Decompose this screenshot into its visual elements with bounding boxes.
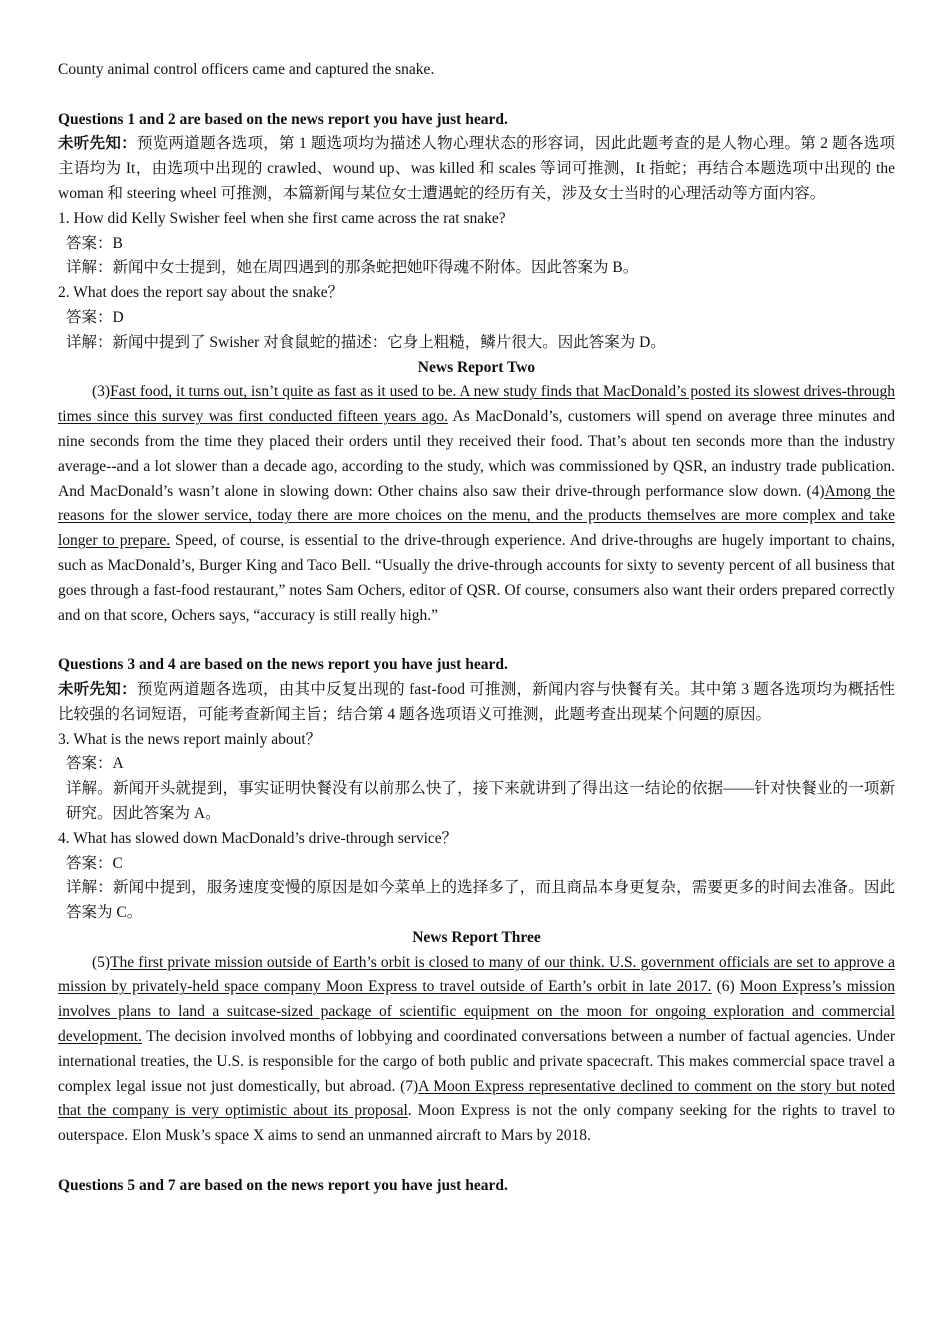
explanation-3: 详解。新闻开头就提到，事实证明快餐没有以前那么快了，接下来就讲到了得出这一结论的依据——针对快餐业的一项新研究。因此答案为 A。	[66, 780, 895, 822]
marker-3: (3)	[92, 383, 111, 401]
preview-text: 预览两道题各选项，由其中反复出现的 fast-food 可推测，新闻内容与快餐有关。其中第 3 题各选项均为概括性比较强的名词短语，可能考查新闻主旨；结合第 4 题各选项语义可推测，此题考查出现某个问题的原因。	[58, 680, 895, 723]
report1-ending: County animal control officers came and captured the snake.	[58, 61, 435, 78]
spacer	[58, 1149, 895, 1174]
report2-text-2: Speed, of course, is essential to the drive-through experience. And drive-throughs are hugely important to chains, such as MacDonald’s, Burger King and Taco Bell. “Usually the drive-through accounts for sixty to seventy percent of all business that goes through a fast-food restaurant,” notes Sam Ochers, editor of QSR. Of course, consumers also want their orders prepared correctly and on that score, Ochers says, “accuracy is still really high.”	[58, 532, 895, 624]
underlined-sentence-6: Moon Express’s mission involves plans to land a suitcase-sized package of scientific equipment on the moon for ongoing exploration and commercial development.	[58, 978, 895, 1046]
report2-text-1: As MacDonald’s, customers will spend on average three minutes and nine seconds from the time they placed their orders until they received their food. That’s about ten seconds more than the industry average--and a lot slower than a decade ago, according to the study, which was commissioned by QSR, an industry trade publication. And MacDonald’s wasn’t alone in slowing down: Other chains also saw their drive-through performance slow down.	[58, 408, 895, 500]
preview-label: 未听先知：	[58, 680, 137, 698]
marker-6: (6)	[711, 978, 740, 996]
report3-body	[58, 951, 895, 1149]
marker-7: (7)	[400, 1077, 419, 1095]
report2-title: News Report Two	[417, 358, 536, 376]
section1-preview	[58, 132, 895, 206]
report3-text-1: The decision involved months of lobbying and coordinated conversations between a number of factual agencies. Under international treaties, the U.S. is responsible for the cargo of both public and private spacecraft. This makes commercial space travel a complex legal issue not just domestically, but abroad.	[58, 1028, 895, 1095]
answer-4: 答案：C	[66, 854, 123, 872]
answer-1: 答案：B	[66, 234, 123, 252]
marker-4: (4)	[806, 482, 825, 500]
question-3: 3. What is the news report mainly about？	[58, 730, 322, 748]
section3-header: Questions 5 and 7 are based on the news report you have just heard.	[58, 1176, 508, 1194]
question-2: 2. What does the report say about the snake？	[58, 284, 344, 302]
section2-preview	[58, 678, 895, 728]
question-1: 1. How did Kelly Swisher feel when she first came across the rat snake?	[58, 209, 506, 227]
underlined-sentence-7: A Moon Express representative declined to comment on the story but noted that the company is very optimistic about its proposal	[58, 1077, 896, 1120]
underlined-sentence-5: The first private mission outside of Earth’s orbit is closed to many of our think. U.S. government officials are set to approve a mission by privately-held space company Moon Express to travel outside of Earth’s orbit in late 2017.	[58, 953, 895, 996]
explanation-4: 详解：新闻中提到，服务速度变慢的原因是如今菜单上的选择多了，而且商品本身更复杂，需要更多的时间去准备。因此答案为 C。	[66, 879, 895, 922]
section2-header: Questions 3 and 4 are based on the news report you have just heard.	[58, 656, 508, 674]
section1-header: Questions 1 and 2 are based on the news report you have just heard.	[58, 110, 508, 128]
answer-2: 答案：D	[66, 308, 124, 326]
report3-title: News Report Three	[412, 928, 541, 946]
preview-label: 未听先知：	[58, 135, 137, 153]
spacer	[58, 83, 895, 108]
explanation-1: 详解：新闻中女士提到，她在周四遇到的那条蛇把她吓得魂不附体。因此答案为 B。	[66, 259, 639, 277]
underlined-sentence-4: Among the reasons for the slower service, today there are more choices on the menu, and the products themselves are more complex and take longer to prepare.	[58, 482, 895, 550]
report2-body	[58, 380, 895, 628]
underlined-sentence-3: Fast food, it turns out, isn’t quite as fast as it used to be. A new study finds that MacDonald’s posted its slowest drives-through times since this survey was first conducted fifteen years ago.	[58, 383, 895, 426]
marker-5: (5)	[92, 953, 111, 971]
question-4: 4. What has slowed down MacDonald’s drive-through service？	[58, 829, 458, 847]
report3-text-2: . Moon Express is not the only company seeking for the rights to travel to outerspace. Elon Musk’s space X aims to send an unmanned aircraft to Mars by 2018.	[58, 1102, 895, 1145]
preview-text: 预览两道题各选项，第 1 题选项均为描述人物心理状态的形容词，因此此题考查的是人物心理。第 2 题各选项主语均为 It，由选项中出现的 crawled、wound up、was killed 和 scales 等词可推测，It 指蛇；再结合本题选项中出现的 the woman 和 steering wheel 可推测，本篇新闻与某位女士遭遇蛇的经历有关，涉及女士当时的心理活动等方面内容。	[58, 135, 895, 202]
spacer	[58, 628, 895, 653]
explanation-2: 详解：新闻中提到了 Swisher 对食鼠蛇的描述：它身上粗糙，鳞片很大。因此答案为 D。	[66, 333, 666, 351]
answer-3: 答案：A	[66, 755, 124, 773]
